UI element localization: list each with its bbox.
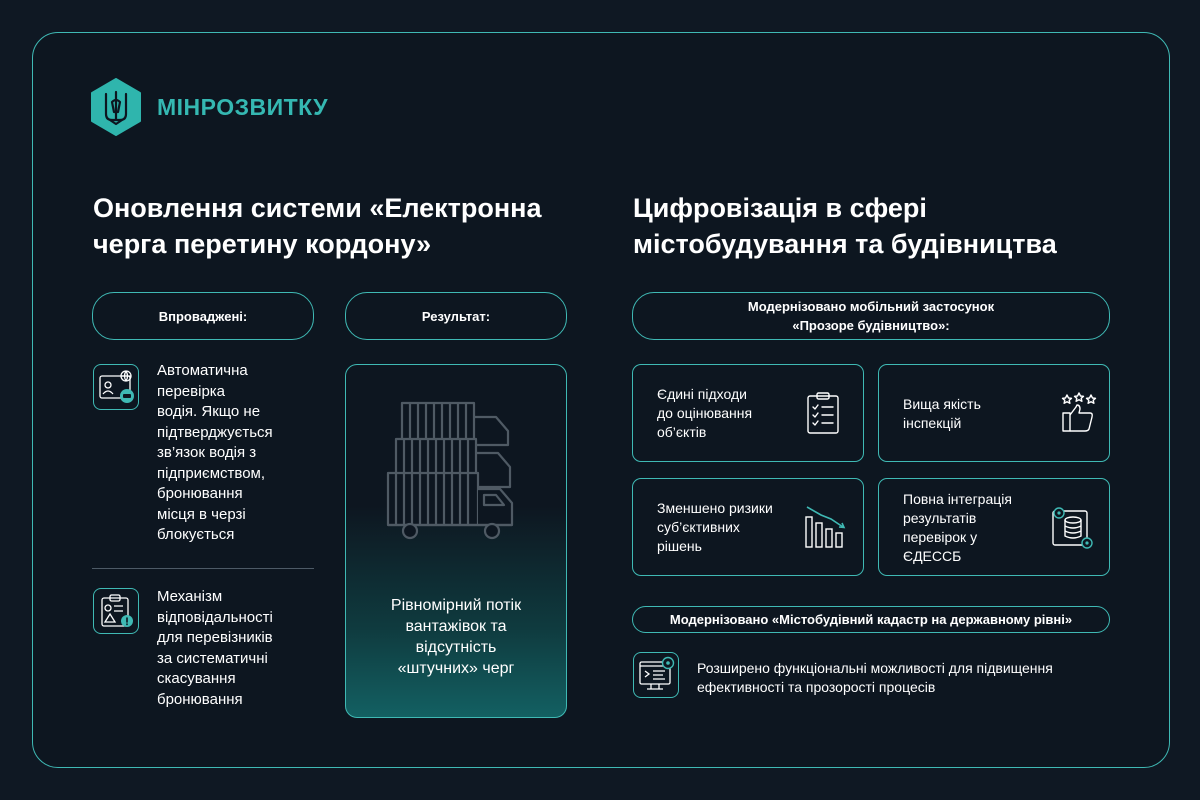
right-title-line: містобудування та будівництва — [633, 229, 1057, 259]
brand-logo — [90, 78, 328, 136]
right-title-line: Цифровізація в сфері — [633, 193, 927, 223]
cadastre-label: Модернізовано «Містобудівний кадастр на державному рівні» — [669, 612, 1073, 627]
left-title-line: черга перетину кордону» — [93, 229, 432, 259]
text-line: для перевізників — [157, 629, 273, 646]
implemented-label: Впроваджені: — [158, 308, 248, 324]
clipboard-warning-icon — [93, 588, 139, 634]
text-line: підприємством, — [157, 464, 266, 482]
text-line: водія. Якщо не — [157, 403, 261, 420]
text-line: Зменшено ризики — [657, 500, 773, 516]
text-line: рішень — [657, 538, 702, 554]
text-line: перевірка — [157, 382, 226, 400]
trucks-icon — [384, 401, 534, 556]
item-driver-check-text — [157, 361, 273, 546]
text-line: відсутність — [415, 639, 497, 656]
card-text — [903, 395, 981, 433]
app-pill-line: Модернізовано мобільний застосунок — [747, 299, 995, 314]
text-line: ЄДЕССБ — [903, 548, 962, 564]
text-line: перевірок у — [903, 529, 978, 545]
right-title — [633, 190, 1057, 262]
text-line: підтверджується — [157, 423, 273, 441]
left-title — [93, 190, 542, 262]
app-pill-line: «Прозоре будівництво»: — [792, 318, 950, 333]
driver-id-icon — [93, 364, 139, 410]
text-line: інспекцій — [903, 415, 962, 431]
monitor-gear-icon — [633, 652, 679, 698]
card-text — [657, 385, 752, 442]
bar-decline-icon — [803, 503, 849, 556]
text-line: місця в черзі — [157, 505, 246, 523]
card-reduced-risks — [632, 478, 864, 576]
text-line: бронювання — [157, 690, 243, 708]
card-unified-approaches — [632, 364, 864, 462]
item-responsibility-text — [157, 587, 273, 710]
text-line: Механізм — [157, 588, 223, 605]
result-card — [345, 364, 567, 718]
text-line: Вища якість — [903, 396, 981, 412]
result-text — [346, 595, 566, 679]
text-line: відповідальності — [157, 608, 273, 626]
text-line: Автоматична — [157, 362, 248, 379]
text-line: Повна інтеграція — [903, 491, 1012, 507]
database-gear-icon — [1051, 505, 1095, 556]
card-full-integration — [878, 478, 1110, 576]
cadastre-pill — [632, 606, 1110, 633]
implemented-pill — [92, 292, 314, 340]
text-line: бронювання — [157, 485, 243, 502]
text-line: результатів — [903, 510, 977, 526]
text-line: за систематичні — [157, 649, 268, 667]
bottom-text — [697, 659, 1053, 697]
text-line: Розширено функціональні можливості для підвищення — [697, 660, 1053, 676]
text-line: блокується — [157, 526, 235, 543]
card-text — [903, 490, 1012, 566]
text-line: об’єктів — [657, 424, 707, 440]
brand-name: МІНРОЗВИТКУ — [157, 93, 329, 120]
trident-icon — [90, 78, 142, 136]
checklist-icon — [805, 391, 841, 440]
text-line: суб’єктивних — [657, 519, 740, 535]
text-line: вантажівок та — [405, 618, 507, 635]
left-title-line: Оновлення системи «Електронна — [93, 193, 542, 223]
app-pill — [632, 292, 1110, 340]
text-line: до оцінювання — [657, 405, 753, 421]
card-text — [657, 499, 773, 556]
text-line: зв’язок водія з — [157, 444, 257, 461]
result-pill — [345, 292, 567, 340]
thumbs-up-stars-icon — [1059, 391, 1099, 440]
text-line: скасування — [157, 670, 236, 687]
divider — [92, 568, 314, 569]
card-inspection-quality — [878, 364, 1110, 462]
text-line: Єдині підходи — [657, 386, 747, 402]
text-line: Рівномірний потік — [390, 597, 522, 614]
result-label: Результат: — [421, 308, 491, 324]
text-line: «штучних» черг — [397, 660, 515, 677]
text-line: ефективності та прозорості процесів — [697, 679, 936, 695]
